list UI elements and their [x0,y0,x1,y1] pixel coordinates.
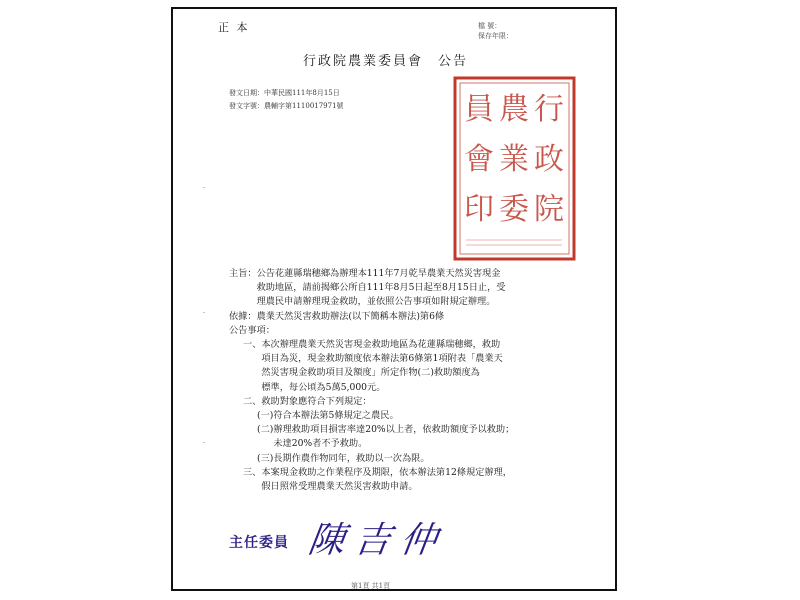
item-3-text [261,466,512,494]
file-info [478,21,513,41]
signature-name: 陳吉仲 [305,520,450,561]
item-1-line: 然災害現金救助項目及額度」所定作物(二)救助額度為 [261,367,480,379]
page-number: 第1頁 共1頁 [351,582,391,590]
subject-label: 主旨： [229,268,257,279]
seal-char: 政 [534,142,564,177]
sub-c-text: 長期作農作物同年，救助以一次為限。 [273,452,430,464]
binding-margin-mark: · [203,309,206,317]
items-heading: 公告事項： [229,324,275,336]
sub-c-label: (三) [257,452,274,464]
file-number-label: 檔 號： [478,22,502,30]
item-3 [229,466,609,494]
seal-char: 委 [499,192,529,227]
subject-row [229,267,609,310]
item-2 [229,395,609,409]
retention-label: 保存年限： [478,32,513,40]
document-page [171,7,617,591]
seal-char: 會 [464,142,494,177]
subject-line: 救助地區，請前揭鄉公所自111年8月5日起至8月15日止，受 [256,282,506,294]
item-1 [229,338,609,395]
item-1-line: 本次辦理農業天然災害現金救助地區為花蓮縣瑞穗鄉，救助 [261,339,501,351]
document-title: 行政院農業委員會 公告 [303,54,469,69]
item-3-line: 本案現金救助之作業程序及期限，依本辦法第12條規定辦理， [261,466,512,478]
item-3-line: 假日照常受理農業天然災害救助申請。 [261,481,418,493]
item-2-sub-b [229,423,609,451]
issue-number: 發文字號：農輔字第1110017971號 [229,102,344,110]
seal-char: 農 [499,92,529,127]
subject-text [257,267,506,310]
seal-char: 院 [534,192,564,227]
basis-row [229,310,609,324]
item-2-text: 救助對象應符合下列規定： [261,395,372,407]
seal-char: 印 [464,192,494,227]
item-1-line: 項目為災，現金救助額度依本辦法第6條第1項附表「農業天 [261,353,503,365]
binding-margin-mark: · [203,439,206,447]
item-2-sub-c [229,452,609,466]
sub-b-text [273,423,514,451]
subject-line: 理農民申請辦理現金救助，並依照公告事項如附規定辦理。 [256,296,496,308]
document-meta [229,87,344,113]
basis-text: 農業天然災害救助辦法(以下簡稱本辦法)第6條 [256,310,445,322]
sub-b-label: (二) [257,424,274,436]
item-1-text [261,338,502,395]
announcement-body [229,267,609,494]
item-2-sub-a [229,409,609,423]
signature-title: 主任委員 [229,535,289,551]
item-2-label: 二、 [243,395,262,407]
seal-char: 業 [499,142,529,177]
sub-b-line: 辦理救助項目損害率達20%以上者，依救助額度予以救助； [273,424,515,436]
item-1-line: 標準，每公頃為5萬5,000元。 [261,381,386,393]
sub-b-line: 未達20%者不予救助。 [273,438,368,450]
seal-char: 行 [534,92,564,127]
item-3-label: 三、 [243,466,262,478]
issue-date: 發文日期：中華民國111年8月15日 [229,89,340,97]
basis-label: 依據： [229,310,257,322]
copy-type-label: 正 本 [218,21,250,34]
item-1-label: 一、 [243,339,262,351]
sub-a-text: 符合本辦法第5條規定之農民。 [273,410,399,422]
seal-char: 員 [464,92,494,127]
subject-line: 公告花蓮縣瑞穗鄉為辦理本111年7月乾旱農業天然災害現金 [256,268,501,279]
official-seal-stamp [452,75,577,262]
binding-margin-mark: · [203,184,206,192]
sub-a-label: (一) [257,410,274,422]
